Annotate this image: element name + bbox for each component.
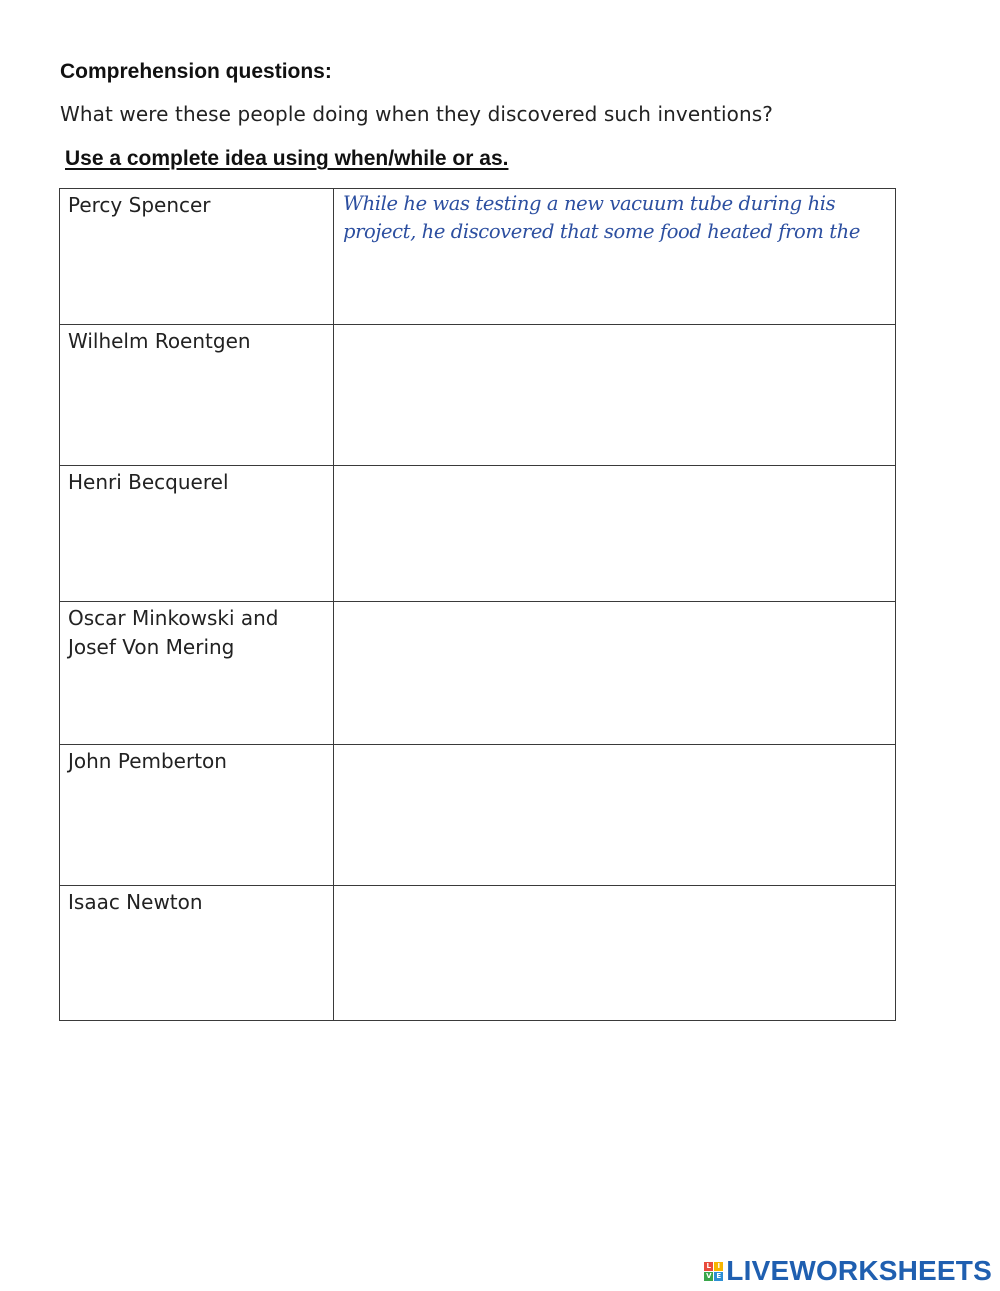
table-row [60, 466, 896, 602]
liveworksheets-logo-icon [704, 1262, 723, 1281]
logo-tile-e: E [714, 1272, 723, 1281]
answer-field-henri-becquerel[interactable] [334, 466, 895, 523]
answer-cell [334, 466, 896, 602]
table-row [60, 886, 896, 1021]
inventor-name: Isaac Newton [60, 886, 334, 1021]
answer-cell [334, 602, 896, 745]
worksheet-instruction: Use a complete idea using when/while or as. [65, 147, 509, 170]
liveworksheets-logo [704, 1255, 992, 1287]
inventor-name: Wilhelm Roentgen [60, 325, 334, 466]
answer-cell [334, 745, 896, 886]
worksheet-heading: Comprehension questions: [60, 60, 332, 83]
inventor-name: John Pemberton [60, 745, 334, 886]
logo-text: LIVEWORKSHEETS [726, 1255, 992, 1286]
table-row [60, 745, 896, 886]
inventor-name: Henri Becquerel [60, 466, 334, 602]
logo-tile-v: V [706, 1271, 712, 1280]
table-row [60, 602, 896, 745]
table-row [60, 325, 896, 466]
answer-cell [334, 325, 896, 466]
inventor-name: Oscar Minkowski and Josef Von Mering [60, 602, 334, 745]
logo-tile-l: L [704, 1262, 713, 1271]
answer-cell [334, 886, 896, 1021]
answer-field-john-pemberton[interactable] [334, 745, 895, 802]
answer-field-isaac-newton[interactable] [334, 886, 895, 943]
answer-cell [334, 189, 896, 325]
answer-field-minkowski-von-mering[interactable] [334, 602, 895, 659]
answers-table [59, 188, 896, 1021]
answer-field-wilhelm-roentgen[interactable] [334, 325, 895, 382]
table-row [60, 189, 896, 325]
worksheet-question: What were these people doing when they discovered such inventions? [60, 102, 773, 126]
logo-tile-i: I [714, 1262, 723, 1271]
inventor-name: Percy Spencer [60, 189, 334, 325]
answer-field-percy-spencer[interactable] [334, 189, 895, 246]
